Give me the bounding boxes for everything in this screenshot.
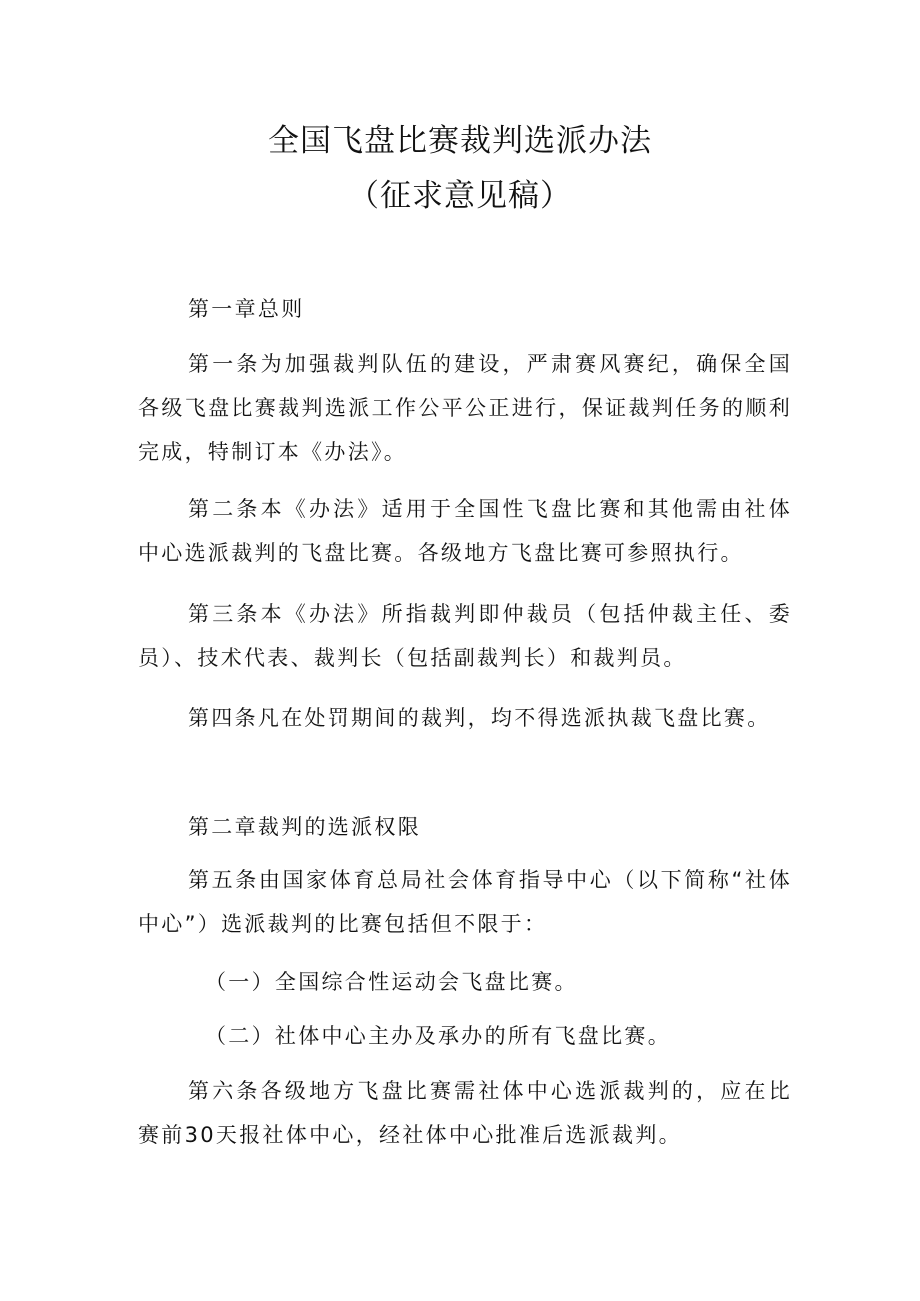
article-paragraph: 第五条由国家体育总局社会体育指导中心（以下简称“社体中心”）选派裁判的比赛包括但不限于： [138,868,792,936]
document-subtitle: （征求意见稿） [348,178,572,214]
list-item: （二）社体中心主办及承办的所有飞盘比赛。 [205,1024,671,1048]
list-item: （一）全国综合性运动会飞盘比赛。 [205,970,578,994]
article-paragraph: 第二条本《办法》适用于全国性飞盘比赛和其他需由社体中心选派裁判的飞盘比赛。各级地方飞盘比赛可参照执行。 [138,497,792,565]
chapter-heading: 第一章总则 [188,297,305,321]
article-paragraph: 第三条本《办法》所指裁判即仲裁员（包括仲裁主任、委员）、技术代表、裁判长（包括副裁判长）和裁判员。 [138,602,792,670]
article-paragraph: 第六条各级地方飞盘比赛需社体中心选派裁判的，应在比赛前30天报社体中心，经社体中心批准后选派裁判。 [138,1079,792,1147]
chapter-heading: 第二章裁判的选派权限 [188,815,421,839]
document-title: 全国飞盘比赛裁判选派办法 [268,123,652,159]
article-paragraph: 第一条为加强裁判队伍的建设，严肃赛风赛纪，确保全国各级飞盘比赛裁判选派工作公平公正进行，保证裁判任务的顺利完成，特制订本《办法》。 [138,352,792,464]
article-paragraph: 第四条凡在处罚期间的裁判，均不得选派执裁飞盘比赛。 [188,706,771,730]
